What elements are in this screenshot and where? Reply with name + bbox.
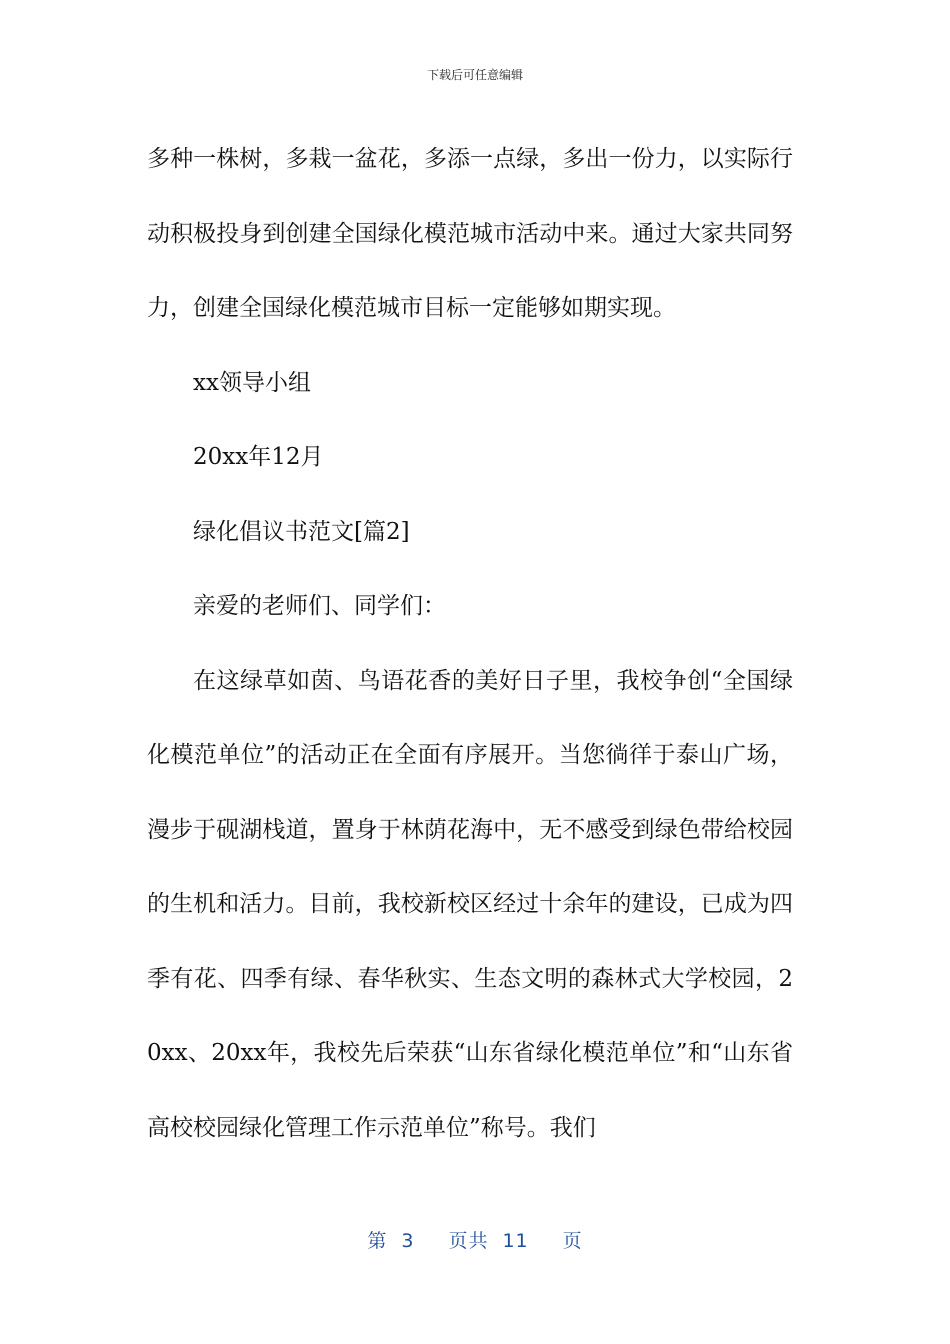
footer-total-pages: 11 (502, 1230, 529, 1252)
footer-current-page: 3 (401, 1230, 415, 1252)
page-header (0, 66, 950, 83)
header-text: 下载后可任意编辑 (426, 68, 523, 82)
footer-middle: 页共 (448, 1230, 489, 1252)
section-title: 绿化倡议书范文[篇2] (193, 518, 410, 545)
paragraph-main: 在这绿草如茵、鸟语花香的美好日子里，我校争创“全国绿化模范单位”的活动正在全面有序展开。当您徜徉于泰山广场，漫步于砚湖栈道，置身于林荫花海中，无不感受到绿色带给校园的生机和活力。目前，我校新校区经过十余年的建设，已成为四季有花、四季有绿、春华秋实、生态文明的森林式大学校园，20xx、20xx年，我校先后荣获“山东省绿化模范单位”和“山东省高校校园绿化管理工作示范单位”称号。我们 (147, 667, 793, 1141)
signature-group: xx领导小组 (193, 369, 311, 396)
paragraph-continuation: 多种一株树，多栽一盆花，多添一点绿，多出一份力，以实际行动积极投身到创建全国绿化模范城市活动中来。通过大家共同努力，创建全国绿化模范城市目标一定能够如期实现。 (147, 146, 793, 321)
salutation: 亲爱的老师们、同学们： (193, 593, 446, 619)
signature-date: 20xx年12月 (193, 444, 324, 470)
document-body (147, 122, 793, 1165)
page-footer (0, 1226, 950, 1253)
footer-prefix: 第 (367, 1230, 388, 1252)
footer-suffix: 页 (562, 1230, 583, 1252)
